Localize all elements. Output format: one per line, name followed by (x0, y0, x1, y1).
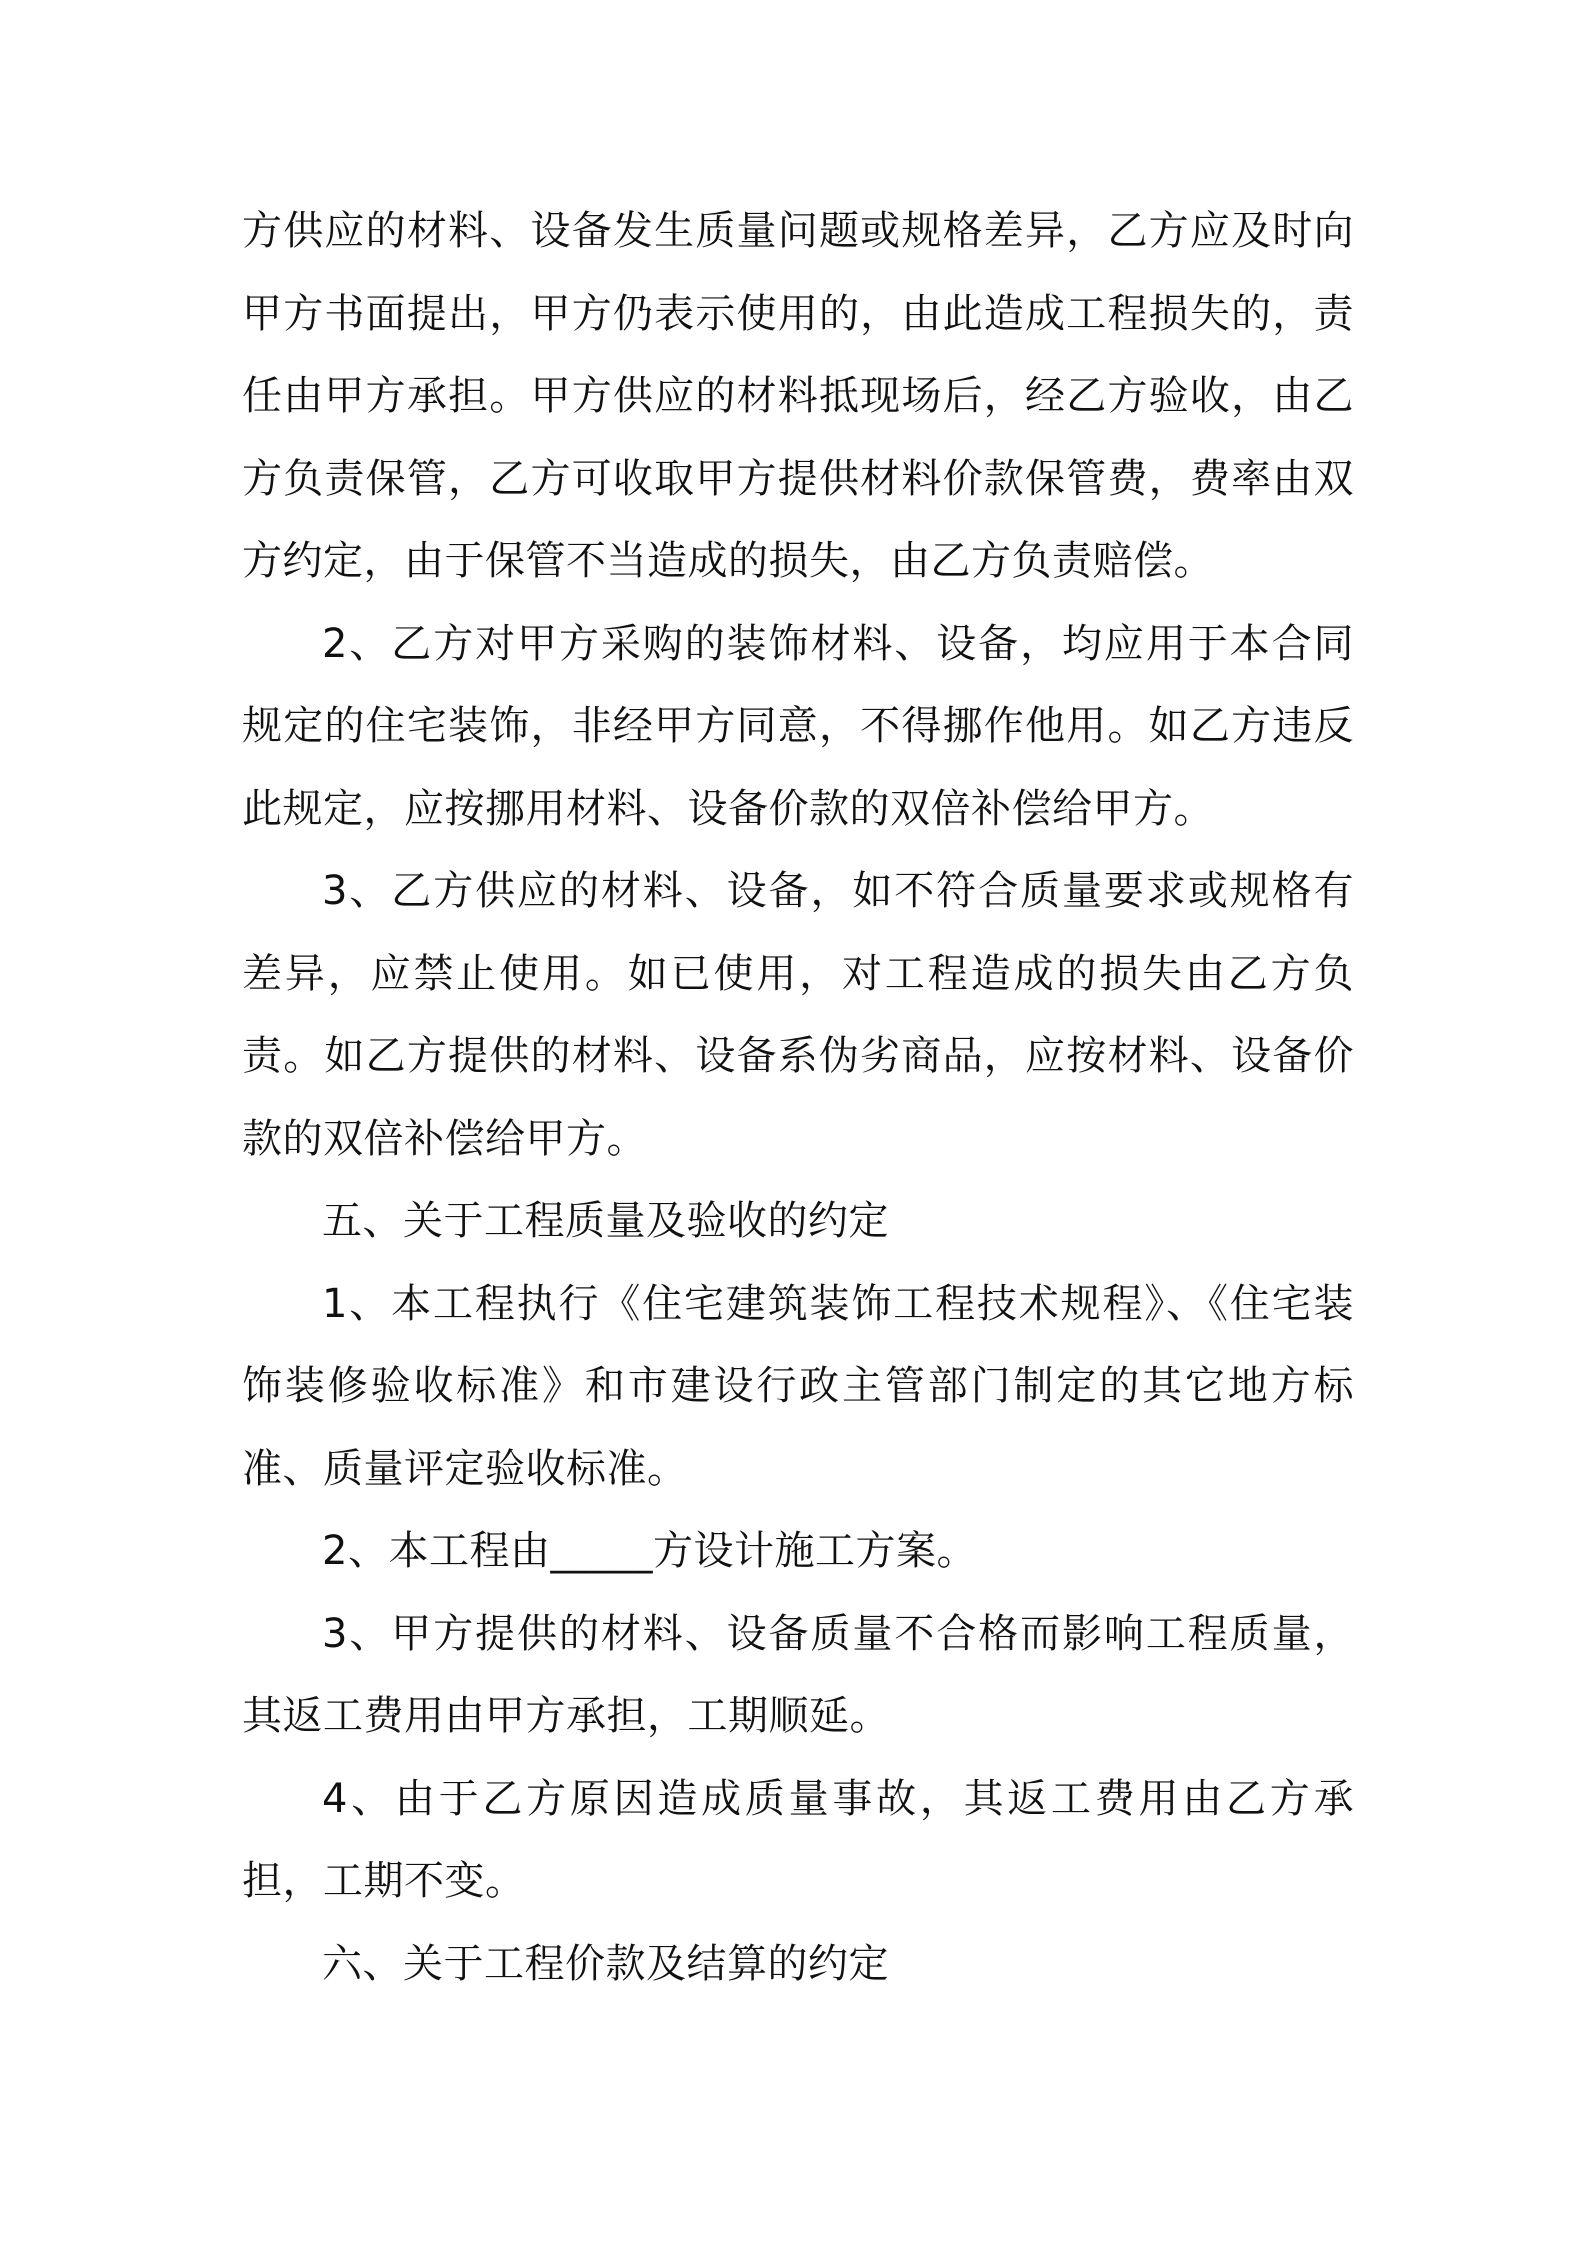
section-heading-price-settlement: 六、关于工程价款及结算的约定 (322, 1940, 889, 1987)
document-body (242, 190, 1354, 2005)
paragraph-clause-2-material-use: 2、乙方对甲方采购的装饰材料、设备，均应用于本合同规定的住宅装饰，非经甲方同意，不得挪作他用。如乙方违反此规定，应按挪用材料、设备价款的双倍补偿给甲方。 (242, 620, 1354, 832)
paragraph-clause-2-design: 2、本工程由_____方设计施工方案。 (322, 1528, 977, 1574)
section-heading-quality-acceptance: 五、关于工程质量及验收的约定 (322, 1198, 889, 1244)
paragraph-material-supply: 方供应的材料、设备发生质量问题或规格差异，乙方应及时向甲方书面提出，甲方仍表示使用的，由此造成工程损失的，责任由甲方承担。甲方供应的材料抵现场后，经乙方验收，由乙方负责保管，乙方可收取甲方提供材料价款保管费，费率由双方约定，由于保管不当造成的损失，由乙方负责赔偿。 (242, 208, 1354, 584)
paragraph-clause-3-rework-party-a: 3、甲方提供的材料、设备质量不合格而影响工程质量，其返工费用由甲方承担，工期顺延。 (242, 1610, 1354, 1739)
paragraph-clause-3-material-quality: 3、乙方供应的材料、设备，如不符合质量要求或规格有差异，应禁止使用。如已使用，对工程造成的损失由乙方负责。如乙方提供的材料、设备系伪劣商品，应按材料、设备价款的双倍补偿给甲方。 (242, 868, 1354, 1162)
paragraph-clause-1-standards: 1、本工程执行《住宅建筑装饰工程技术规程》、《住宅装饰装修验收标准》和市建设行政主管部门制定的其它地方标准、质量评定验收标准。 (242, 1280, 1354, 1492)
paragraph-clause-4-rework-party-b: 4、由于乙方原因造成质量事故，其返工费用由乙方承担，工期不变。 (242, 1775, 1354, 1904)
